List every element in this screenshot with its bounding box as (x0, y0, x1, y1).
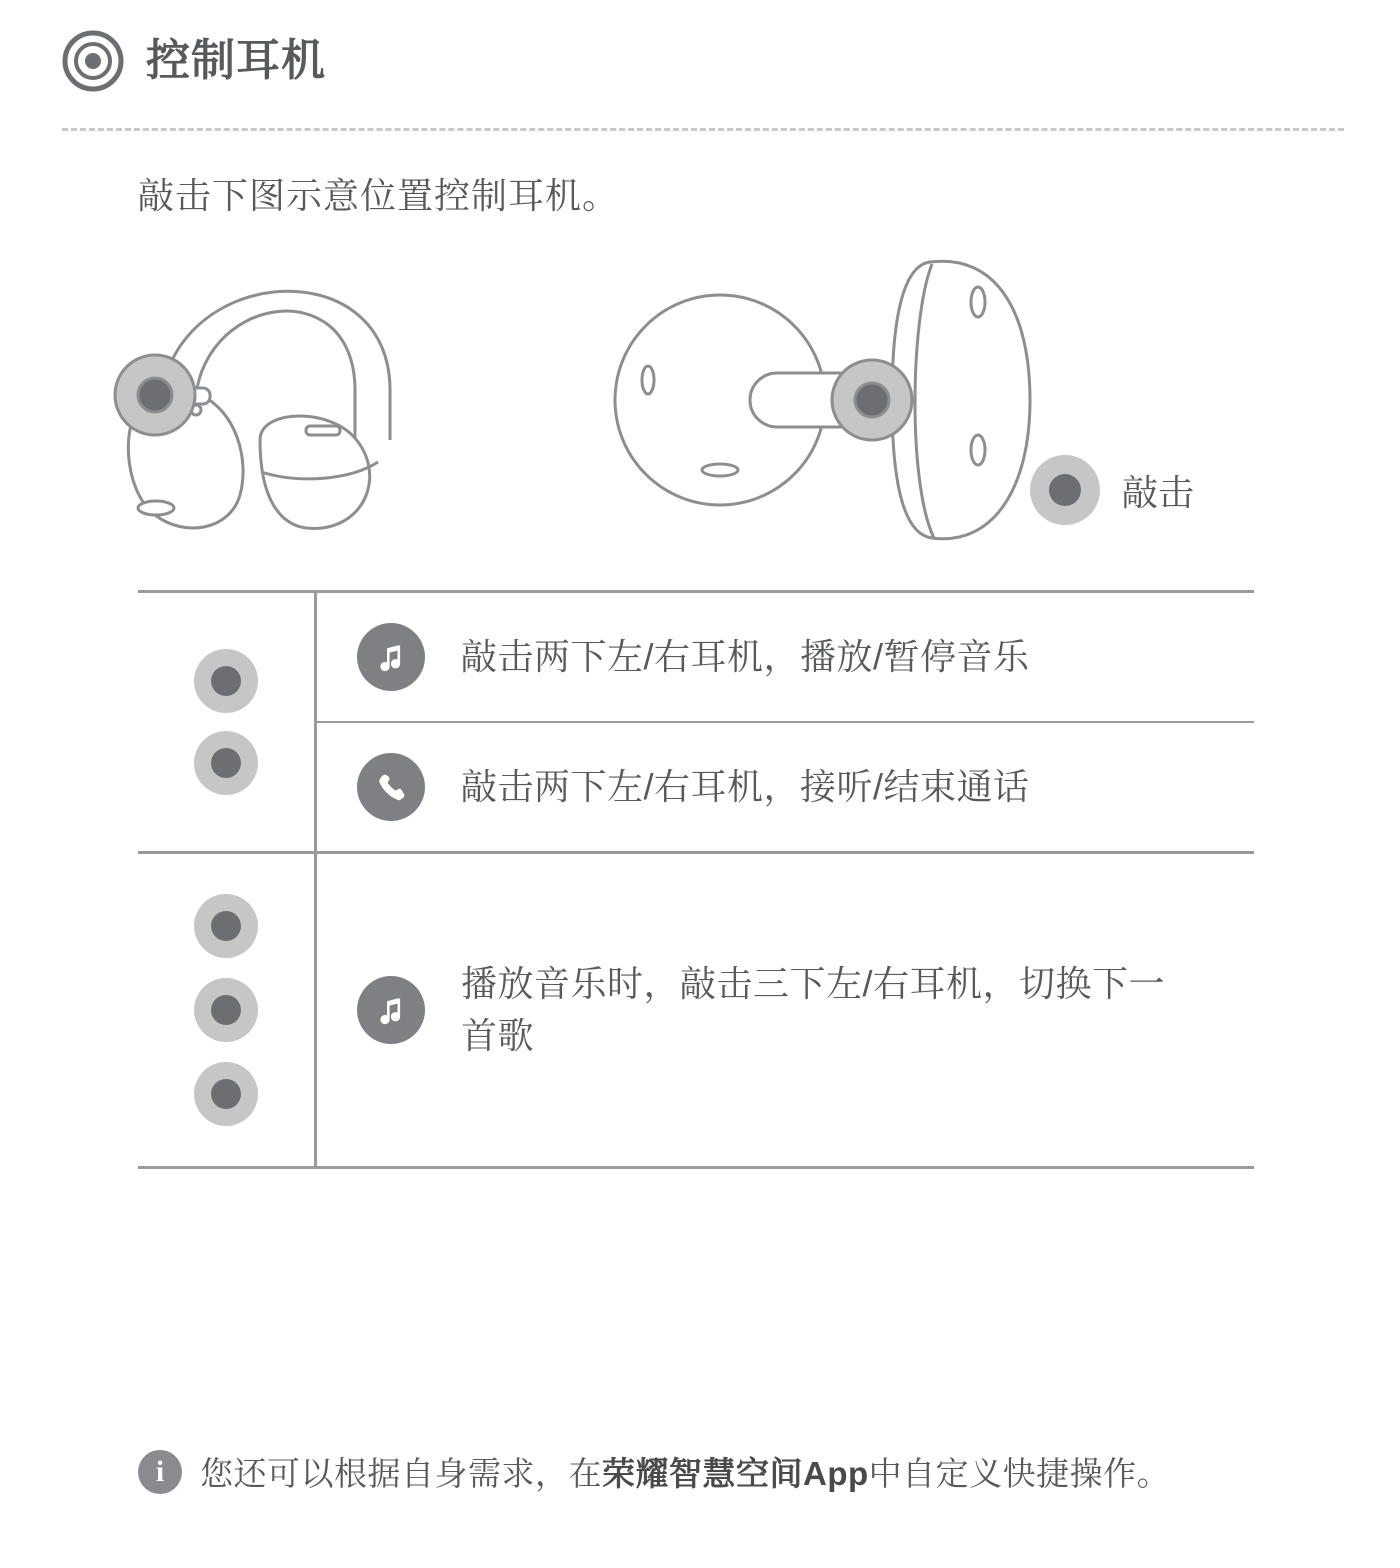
gesture-item (317, 593, 1254, 723)
tap-point-left (115, 355, 195, 435)
footnote (138, 1448, 1170, 1495)
page-title: 控制耳机 (146, 36, 326, 85)
gesture-item (317, 723, 1254, 851)
tap-dot-icon (194, 649, 258, 713)
tap-dot-icon (1030, 455, 1100, 525)
legend-label: 敲击 (1122, 471, 1195, 513)
tap-count-cell-triple (138, 854, 317, 1166)
tap-dot-icon (194, 894, 258, 958)
gesture-text: 播放音乐时，敲击三下左/右耳机，切换下一首歌 (461, 962, 1166, 1056)
table-row (138, 593, 1254, 854)
header-divider (62, 128, 1344, 131)
tap-point-right (832, 360, 912, 440)
front-view-earbud-diagram (615, 261, 1030, 539)
footnote-app-name: 荣耀智慧空间App (602, 1455, 869, 1492)
gesture-text: 敲击两下左/右耳机，播放/暂停音乐 (461, 635, 1030, 677)
gesture-text: 敲击两下左/右耳机，接听/结束通话 (461, 765, 1030, 807)
section-header (62, 30, 326, 92)
tap-dot-icon (194, 1062, 258, 1126)
tap-dot-icon (194, 731, 258, 795)
gesture-table (138, 590, 1254, 1169)
phone-icon (357, 753, 425, 821)
music-note-icon (357, 623, 425, 691)
table-row (138, 854, 1254, 1169)
footnote-suffix: 中自定义快捷操作。 (868, 1455, 1171, 1492)
intro-text: 敲击下图示意位置控制耳机。 (138, 175, 620, 216)
tap-dot-icon (194, 978, 258, 1042)
music-note-icon (357, 976, 425, 1044)
gesture-descriptions (317, 593, 1254, 851)
tap-count-cell-double (138, 593, 317, 851)
target-circle-icon (62, 30, 124, 92)
footnote-prefix: 您还可以根据自身需求，在 (200, 1455, 602, 1492)
info-icon: i (138, 1450, 182, 1494)
gesture-item (317, 854, 1254, 1166)
legend (1030, 455, 1194, 525)
footnote-text (200, 1448, 1170, 1495)
